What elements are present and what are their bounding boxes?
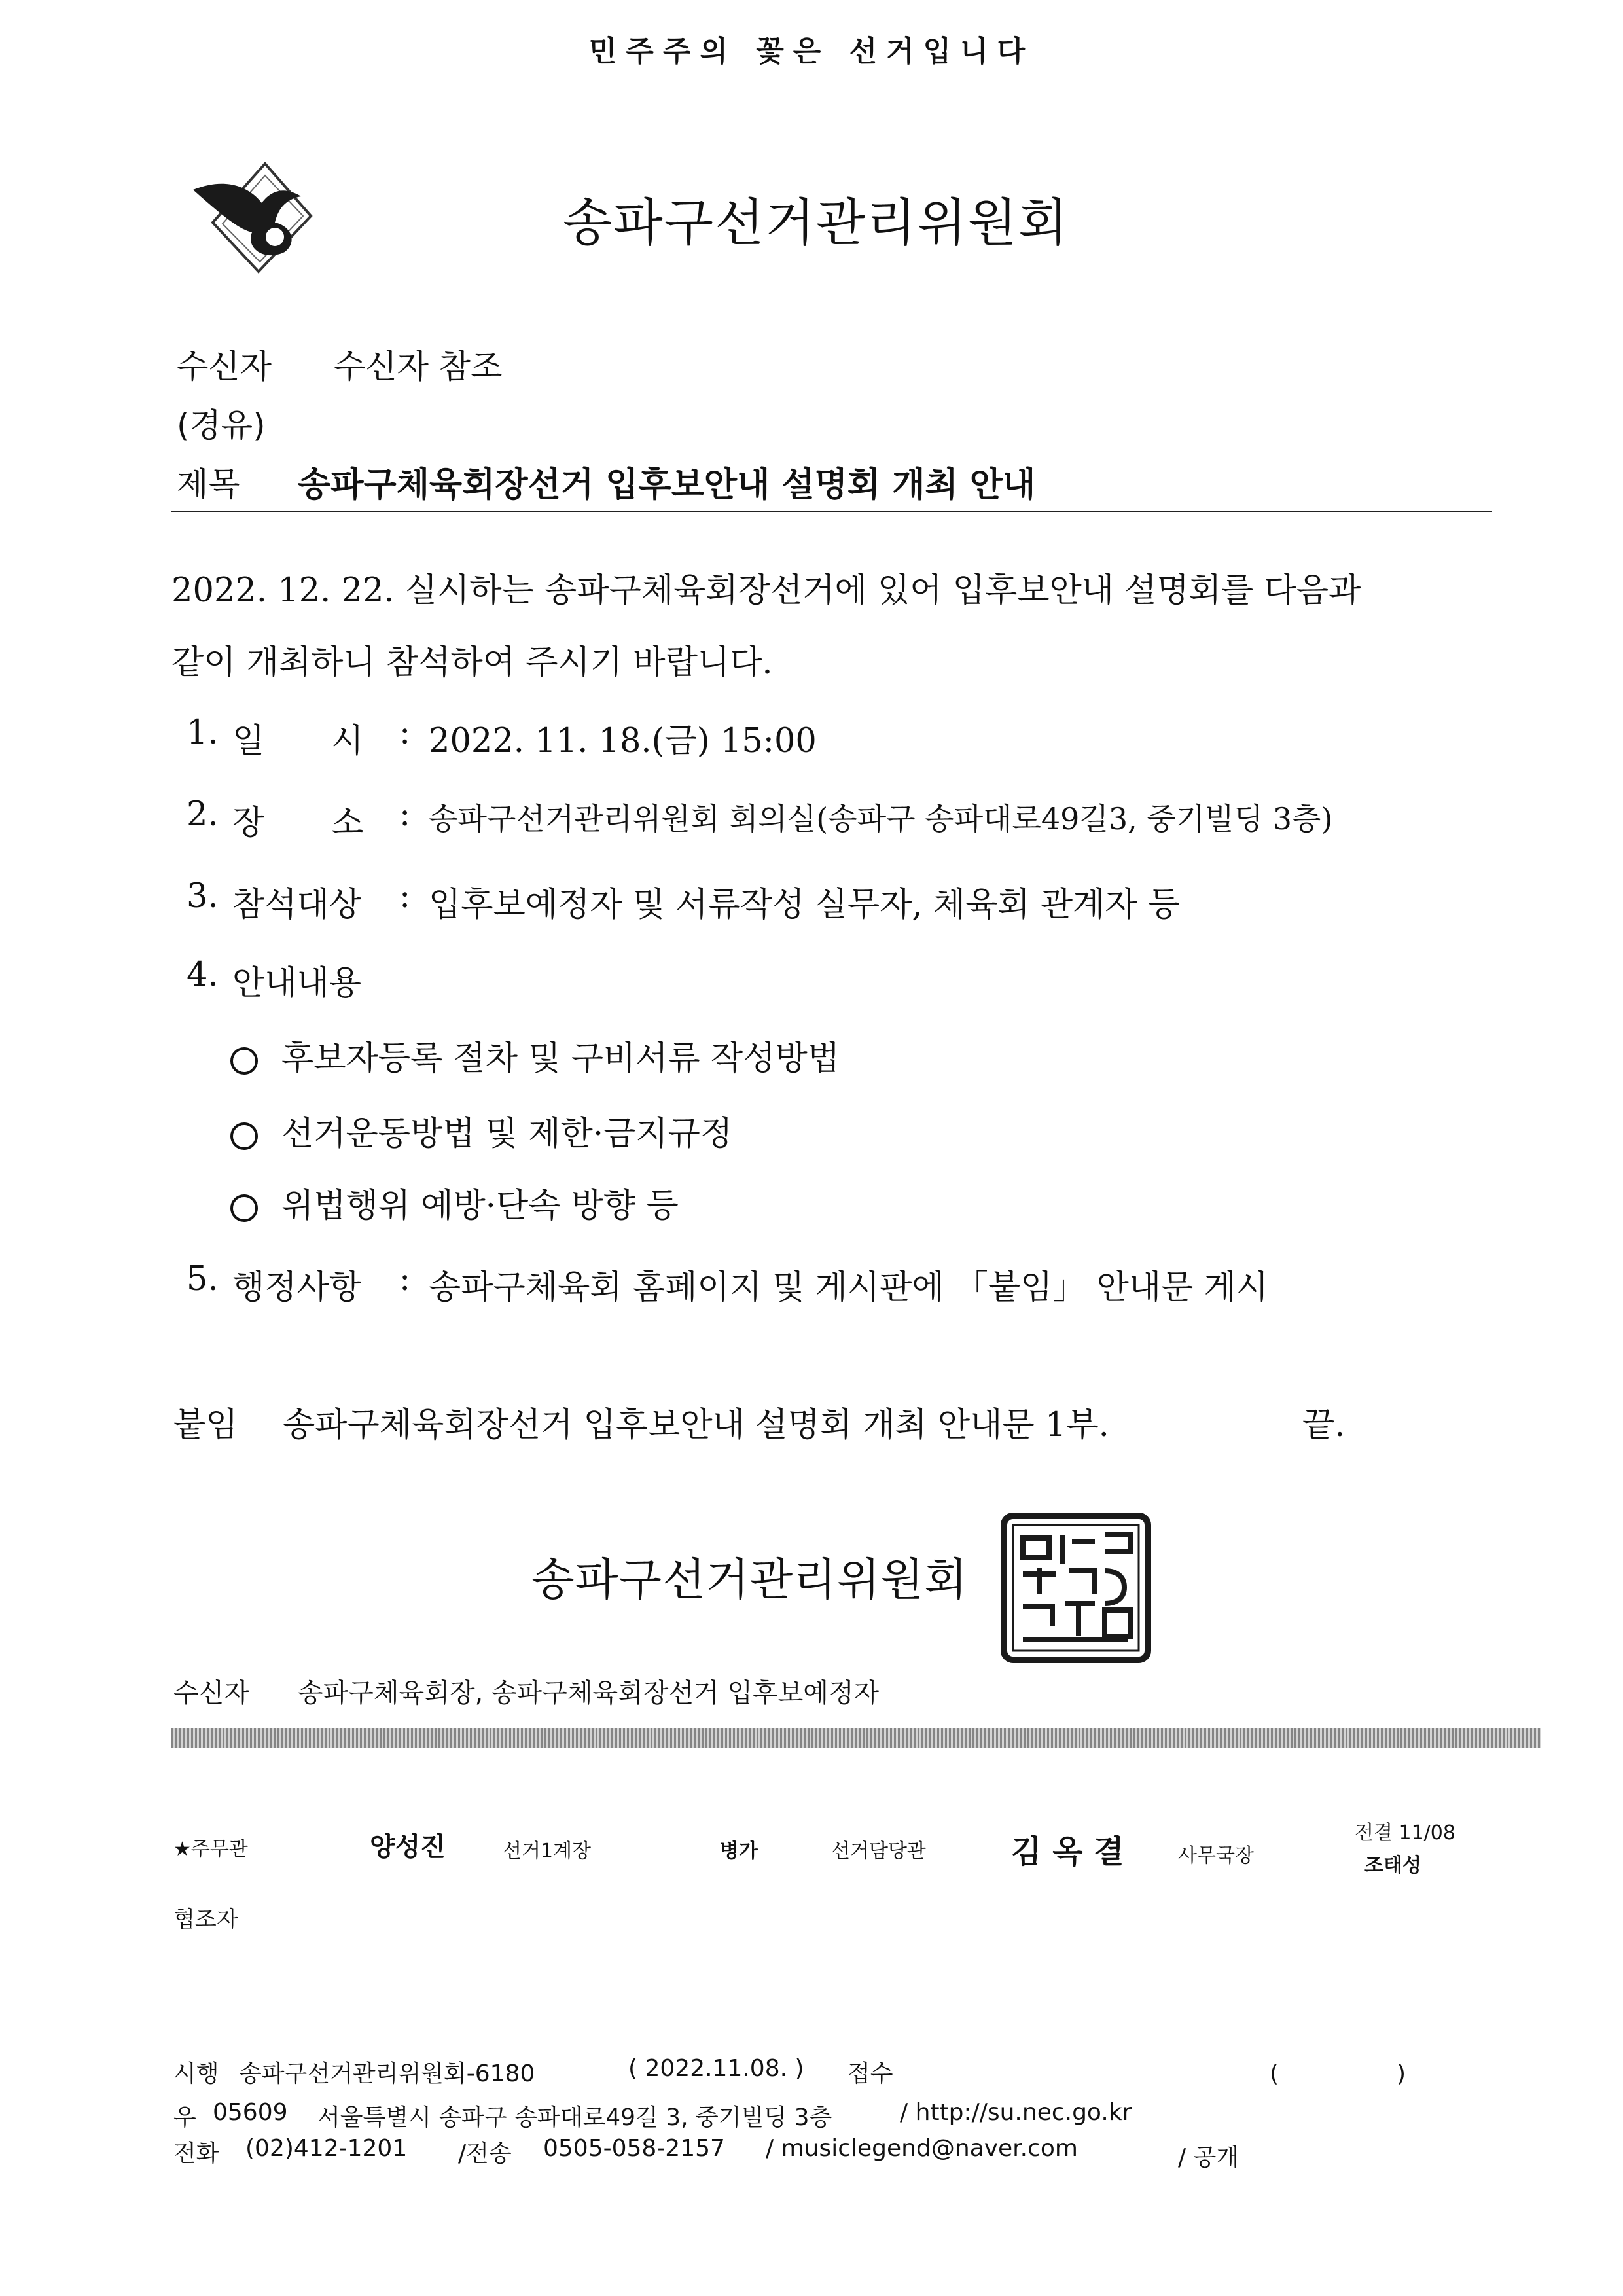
via-label: (경유)	[177, 406, 266, 444]
item-number: 4.	[187, 956, 219, 994]
recipient-value: 수신자 참조	[334, 348, 503, 386]
email-link[interactable]: / musiclegend@naver.com	[766, 2135, 1078, 2162]
recipients-label: 수신자	[173, 1678, 249, 1708]
drafter-signature: 양성진	[370, 1832, 446, 1862]
address: 서울특별시 송파구 송파대로49길 3, 중기빌딩 3층	[317, 2104, 832, 2131]
item-separator: :	[399, 877, 411, 916]
attachment-value: 송파구체육회장선거 입후보안내 설명회 개최 안내문 1부.	[283, 1406, 1109, 1444]
item-label: 행정사항	[232, 1268, 362, 1307]
guide-point	[230, 1031, 840, 1079]
circle-bullet-icon	[230, 1047, 258, 1075]
header-divider	[171, 511, 1492, 512]
attachment-label: 붙임	[173, 1406, 238, 1444]
item-separator: :	[399, 795, 411, 834]
item-number: 1.	[187, 713, 219, 752]
guide-point-text: 위법행위 예방·단속 방향 등	[281, 1187, 679, 1225]
circle-bullet-icon	[230, 1194, 258, 1222]
enforce-date: ( 2022.11.08. )	[628, 2055, 804, 2082]
item-value: 송파구선거관리위원회 회의실(송파구 송파대로49길3, 중기빌딩 3층)	[429, 801, 1333, 836]
slogan: 민주주의 꽃은 선거입니다	[588, 35, 1035, 68]
item-label: 일 시	[232, 722, 364, 761]
tel-label: 전화	[173, 2140, 219, 2167]
item-number: 5.	[187, 1260, 219, 1299]
item-value: 송파구체육회 홈페이지 및 게시판에 「붙임」 안내문 게시	[429, 1268, 1269, 1307]
item-number: 3.	[187, 877, 219, 916]
official-seal-icon	[1000, 1512, 1152, 1664]
guide-point	[230, 1178, 679, 1227]
item-value: 입후보예정자 및 서류작성 실무자, 체육회 관계자 등	[429, 886, 1181, 924]
final-approval-note: 전결 11/08	[1355, 1821, 1455, 1844]
hatched-divider	[171, 1728, 1541, 1748]
disclosure-status: / 공개	[1178, 2144, 1240, 2171]
item-value: 2022. 11. 18.(금) 15:00	[429, 722, 817, 761]
director-name: 조태성	[1364, 1854, 1421, 1877]
fax-label: /전송	[458, 2140, 512, 2167]
zip-label: 우	[173, 2104, 196, 2131]
guide-point-text: 후보자등록 절차 및 구비서류 작성방법	[281, 1039, 840, 1078]
guide-point	[230, 1106, 732, 1155]
subject-value: 송파구체육회장선거 입후보안내 설명회 개최 안내	[298, 465, 1036, 505]
item-separator: :	[399, 713, 411, 752]
guide-point-text: 선거운동방법 및 제한·금지규정	[281, 1115, 733, 1153]
item-label: 장 소	[232, 804, 364, 842]
recipients-value: 송파구체육회장, 송파구체육회장선거 입후보예정자	[298, 1678, 880, 1708]
cooperator-label: 협조자	[173, 1907, 238, 1933]
zip-code: 05609	[213, 2099, 288, 2126]
attachment-end: 끝.	[1302, 1406, 1346, 1444]
tel-number: (02)412-1201	[245, 2135, 408, 2162]
director-label: 사무국장	[1178, 1844, 1254, 1867]
item-label: 안내내용	[232, 964, 362, 1003]
item-number: 2.	[187, 795, 219, 834]
team-leader-label: 선거1계장	[503, 1840, 592, 1863]
enforce-number: 송파구선거관리위원회-6180	[239, 2060, 535, 2087]
org-title: 송파구선거관리위원회	[563, 194, 1069, 253]
body-line-1: 2022. 12. 22. 실시하는 송파구체육회장선거에 있어 입후보안내 설명회를 다음과	[171, 571, 1361, 610]
enforce-label: 시행	[173, 2060, 219, 2087]
drafter-label: ★주무관	[173, 1838, 248, 1861]
subject-label: 제목	[177, 465, 240, 503]
body-line-2: 같이 개최하니 참석하여 주시기 바랍니다.	[171, 643, 773, 682]
team-leader-note: 병가	[720, 1840, 758, 1863]
sender-name: 송파구선거관리위원회	[531, 1554, 968, 1606]
receive-label: 접수	[847, 2060, 893, 2087]
item-label: 참석대상	[232, 886, 362, 924]
manager-signature: 김 옥 결	[1011, 1833, 1124, 1870]
manager-label: 선거담당관	[831, 1840, 926, 1863]
receive-value: ( )	[1270, 2060, 1406, 2087]
fax-number: 0505-058-2157	[543, 2135, 725, 2162]
circle-bullet-icon	[230, 1122, 258, 1150]
recipient-label: 수신자	[177, 348, 272, 386]
election-commission-logo-icon	[187, 151, 317, 275]
homepage-link[interactable]: / http://su.nec.go.kr	[900, 2099, 1132, 2126]
item-separator: :	[399, 1260, 411, 1299]
